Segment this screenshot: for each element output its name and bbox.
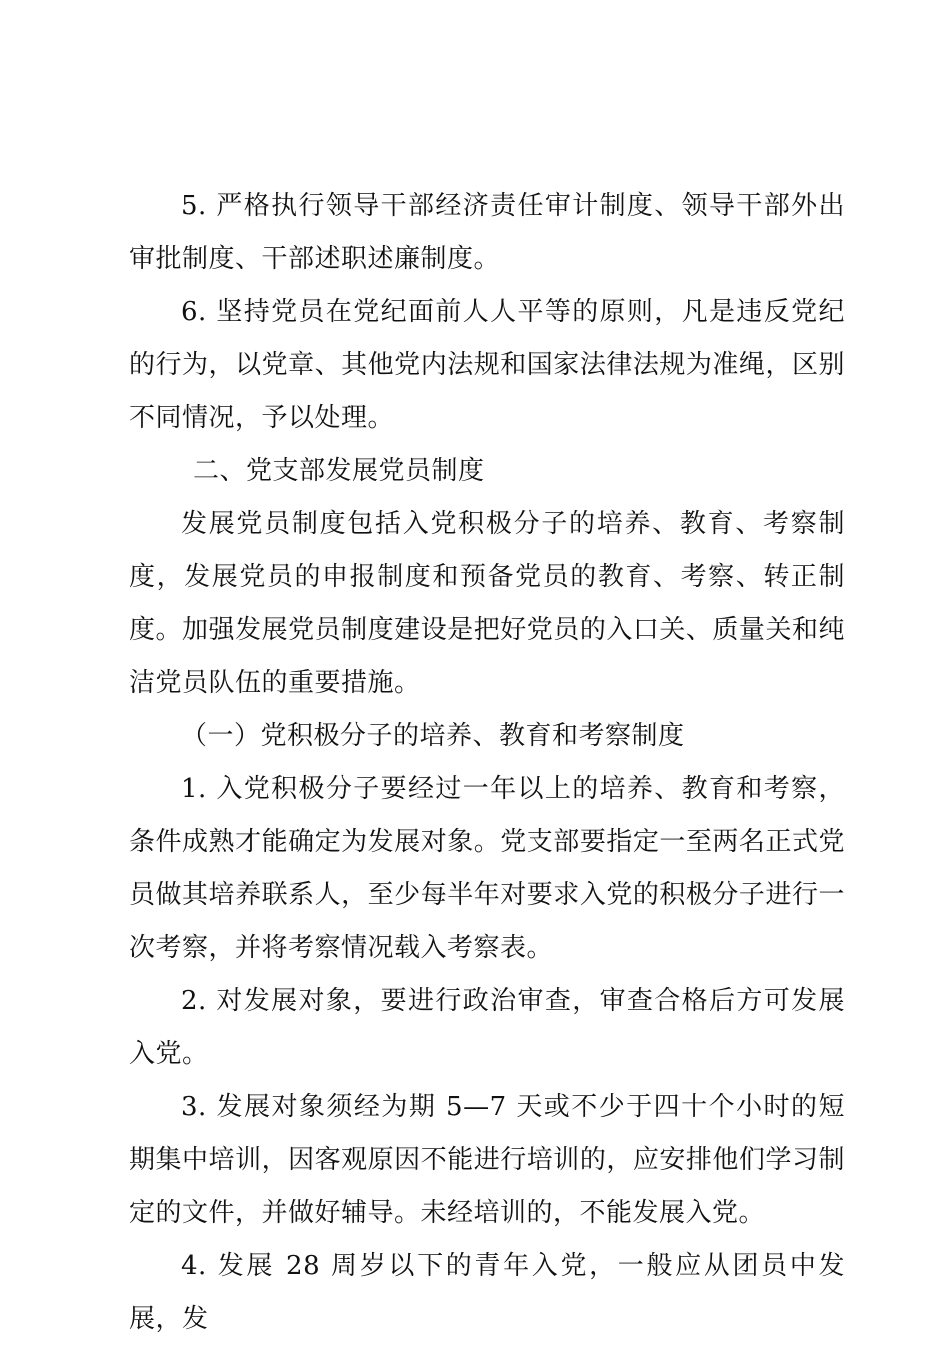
section-intro-paragraph: 发展党员制度包括入党积极分子的培养、教育、考察制度，发展党员的申报制度和预备党员的教育、考察、转正制度。加强发展党员制度建设是把好党员的入口关、质量关和纯洁党员队伍的重要措施。: [129, 509, 845, 698]
paragraph-item-4: 4. 发展 28 周岁以下的青年入党，一般应从团员中发展，发: [129, 1251, 845, 1334]
paragraph-item-5: 5. 严格执行领导干部经济责任审计制度、领导干部外出审批制度、干部述职述廉制度。: [129, 191, 845, 274]
paragraph-item-3: 3. 发展对象须经为期 5—7 天或不少于四十个小时的短期集中培训，因客观原因不能进行培训的，应安排他们学习制定的文件，并做好辅导。未经培训的，不能发展入党。: [129, 1092, 845, 1228]
paragraph-item-6: 6. 坚持党员在党纪面前人人平等的原则，凡是违反党纪的行为，以党章、其他党内法规和国家法律法规为准绳，区别不同情况，予以处理。: [129, 297, 845, 433]
document-body: [129, 180, 845, 1346]
section-heading: 二、党支部发展党员制度: [193, 456, 485, 486]
paragraph-item-2: 2. 对发展对象，要进行政治审查，审查合格后方可发展入党。: [129, 986, 845, 1069]
paragraph-item-1: 1. 入党积极分子要经过一年以上的培养、教育和考察，条件成熟才能确定为发展对象。党支部要指定一至两名正式党员做其培养联系人，至少每半年对要求入党的积极分子进行一次考察，并将考察情况载入考察表。: [129, 774, 845, 963]
subsection-heading: （一）党积极分子的培养、教育和考察制度: [181, 721, 685, 751]
